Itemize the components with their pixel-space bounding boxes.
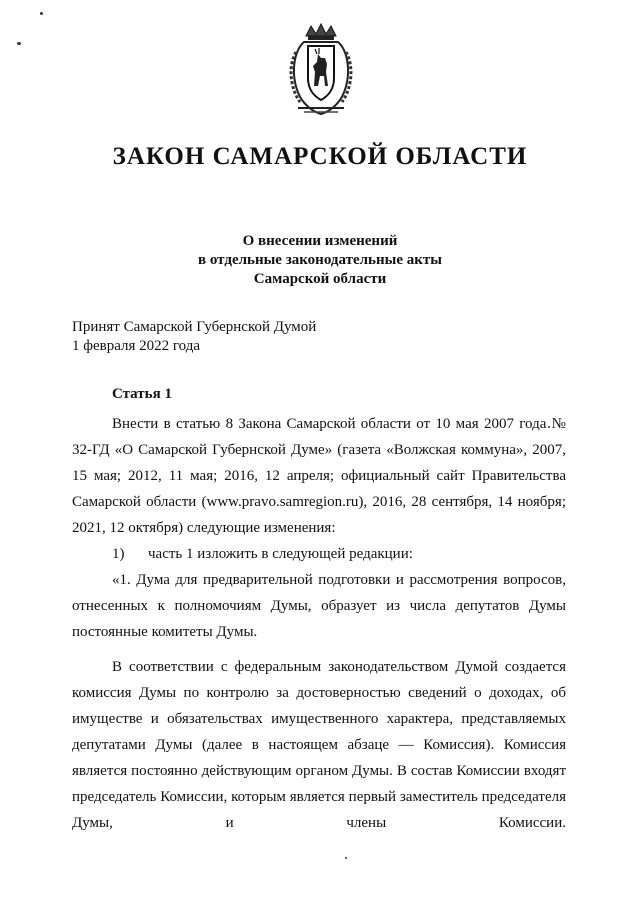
item-text: часть 1 изложить в следующей редакции:	[148, 546, 413, 562]
amendment-item	[72, 541, 566, 567]
scan-speck	[345, 857, 347, 859]
item-number: 1)	[112, 546, 125, 562]
law-title: ЗАКОН САМАРСКОЙ ОБЛАСТИ	[112, 143, 528, 170]
adoption-note	[72, 318, 316, 356]
subject-line: в отдельные законодательные акты	[198, 252, 442, 268]
subject-line: Самарской области	[253, 271, 387, 287]
coat-of-arms-samara-icon	[284, 22, 358, 118]
article-heading: Статья 1	[112, 386, 172, 402]
quoted-paragraph: «1. Дума для предварительной подготовки и рассмотрения вопросов, отнесенных к полномочиям Думы, образует из числа депутатов Думы постоянные комитеты Думы.	[72, 572, 566, 640]
article-intro-paragraph: Внести в статью 8 Закона Самарской области от 10 мая 2007 года № 32-ГД «О Самарской Губернской Думе» (газета «Волжская коммуна», 2007, 15 мая; 2012, 11 мая; 2016, 12 апреля; официальный сайт Правительства Самарской области (www.pravo.samregion.ru), 2016, 28 сентября, 14 ноября; 2021, 12 октября) следующие изменения:	[72, 416, 566, 536]
article-body	[72, 411, 566, 836]
scan-speck	[40, 12, 43, 15]
adoption-date: 1 февраля 2022 года	[72, 338, 201, 354]
adoption-line: Принят Самарской Губернской Думой	[72, 319, 317, 335]
scan-speck	[17, 42, 21, 45]
law-subject	[0, 232, 640, 289]
quoted-paragraph: В соответствии с федеральным законодательством Думой создается комиссия Думы по контролю за достоверностью сведений о доходах, об имуществе и обязательствах имущественного характера, представляемых депутатами Думы (далее в настоящем абзаце — Комиссия). Комиссия является постоянно действующим органом Думы. В состав Комиссии входят председатель Комиссии, которым является первый заместитель председателя Думы, и члены Комиссии.	[72, 659, 566, 831]
subject-line: О внесении изменений	[242, 233, 398, 249]
